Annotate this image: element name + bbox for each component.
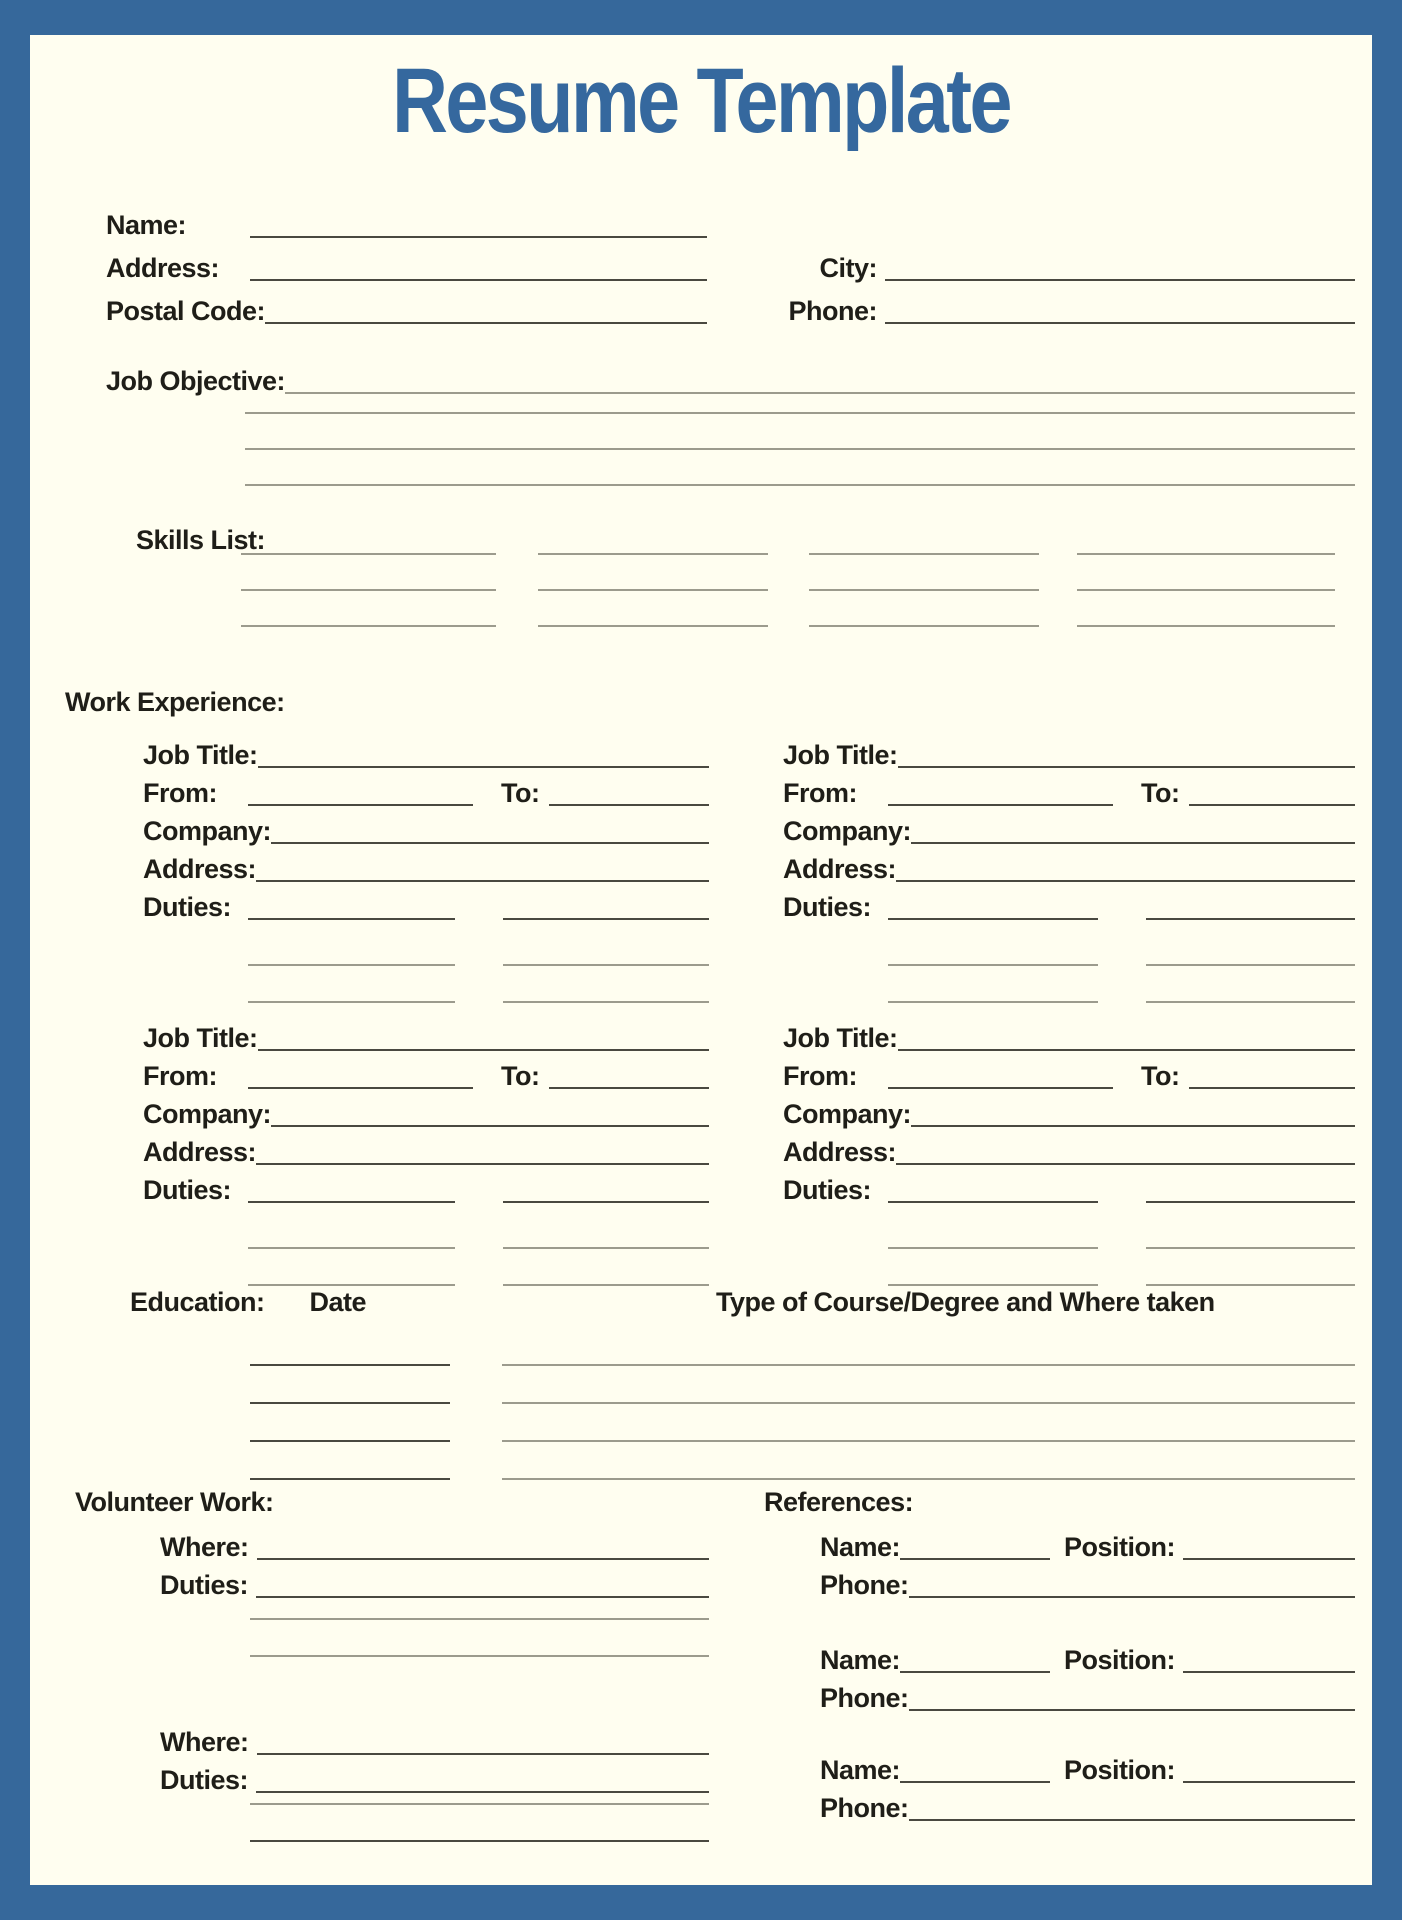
education-course-header: Type of Course/Degree and Where taken — [716, 1287, 1215, 1317]
duties-extra-row — [783, 969, 1355, 1006]
skills-line[interactable] — [241, 625, 496, 627]
duties-row — [143, 885, 709, 923]
education-course-line[interactable] — [502, 1402, 1355, 1404]
education-label: Education: — [130, 1287, 265, 1317]
company-row — [783, 1092, 1355, 1130]
duties-line[interactable] — [888, 1284, 1098, 1286]
work-entry — [783, 1016, 1355, 1289]
volunteer-work-label: Volunteer Work: — [75, 1487, 274, 1517]
city-line[interactable] — [885, 279, 1355, 281]
duties-line[interactable] — [248, 964, 455, 966]
volunteer-duties-line[interactable] — [250, 1655, 709, 1657]
reference-phone-row — [820, 1565, 1355, 1601]
duties-line[interactable] — [1146, 1201, 1356, 1203]
job-title-row — [143, 1016, 709, 1054]
duties-extra-row — [783, 1252, 1355, 1289]
volunteer-duties-row — [160, 1760, 709, 1796]
education-course-line[interactable] — [502, 1440, 1355, 1442]
duties-line[interactable] — [888, 964, 1098, 966]
reference-name-label: Name: — [820, 1644, 901, 1675]
city-label: City: — [819, 252, 877, 283]
company-row — [143, 1092, 709, 1130]
job-objective-row — [106, 361, 1355, 397]
education-date-header: Date — [309, 1287, 367, 1317]
education-date-line[interactable] — [250, 1402, 450, 1404]
volunteer-duties-line[interactable] — [250, 1803, 709, 1805]
from-to-row — [143, 771, 709, 809]
duties-line[interactable] — [1146, 1001, 1356, 1003]
skills-line[interactable] — [1077, 625, 1335, 627]
company-line[interactable] — [271, 1125, 709, 1127]
to-label: To: — [501, 777, 540, 808]
reference-phone-label: Phone: — [820, 1569, 909, 1600]
education-date-line[interactable] — [250, 1478, 450, 1480]
from-label: From: — [783, 1060, 857, 1091]
reference-phone-row — [820, 1678, 1355, 1714]
reference-name-row — [820, 1640, 1355, 1676]
volunteer-where-row — [160, 1722, 709, 1758]
from-to-row — [783, 771, 1355, 809]
company-label: Company: — [783, 815, 912, 846]
job-title-label: Job Title: — [143, 1022, 258, 1053]
duties-line[interactable] — [888, 1201, 1098, 1203]
education-row — [130, 1445, 1355, 1483]
company-line[interactable] — [911, 1125, 1355, 1127]
address-line[interactable] — [896, 1163, 1355, 1165]
duties-line[interactable] — [248, 1247, 455, 1249]
skills-line[interactable] — [809, 625, 1039, 627]
reference-phone-line[interactable] — [909, 1709, 1356, 1711]
reference-name-line[interactable] — [900, 1781, 1050, 1783]
education-section — [130, 1287, 1355, 1483]
skills-line[interactable] — [809, 553, 1039, 555]
job-objective-label: Job Objective: — [106, 365, 286, 396]
to-line[interactable] — [1189, 804, 1355, 806]
from-line[interactable] — [248, 804, 473, 806]
reference-phone-line[interactable] — [909, 1596, 1356, 1598]
duties-line[interactable] — [503, 1247, 710, 1249]
to-line[interactable] — [1189, 1087, 1355, 1089]
job-title-label: Job Title: — [783, 1022, 898, 1053]
duties-row — [783, 885, 1355, 923]
duties-extra-row — [143, 1215, 709, 1252]
phone-label: Phone: — [788, 295, 877, 326]
job-objective-line[interactable] — [245, 484, 1355, 486]
name-label: Name: — [106, 209, 187, 240]
to-line[interactable] — [549, 1087, 709, 1089]
from-label: From: — [143, 1060, 217, 1091]
from-to-row — [783, 1054, 1355, 1092]
reference-name-line[interactable] — [900, 1671, 1050, 1673]
reference-phone-label: Phone: — [820, 1792, 909, 1823]
from-to-row — [143, 1054, 709, 1092]
duties-extra-row — [143, 969, 709, 1006]
volunteer-duties-row — [160, 1565, 709, 1601]
address-label: Address: — [783, 1136, 897, 1167]
postal-code-line[interactable] — [265, 322, 707, 324]
volunteer-where-label: Where: — [160, 1726, 249, 1757]
postal-code-label: Postal Code: — [106, 295, 266, 326]
to-label: To: — [501, 1060, 540, 1091]
address-row — [143, 1130, 709, 1168]
duties-extra-row — [783, 932, 1355, 969]
work-experience-label: Work Experience: — [65, 687, 285, 717]
education-row — [130, 1331, 1355, 1369]
address-row — [783, 1130, 1355, 1168]
duties-line[interactable] — [888, 918, 1098, 920]
duties-line[interactable] — [1146, 918, 1356, 920]
to-line[interactable] — [549, 804, 709, 806]
education-header-row — [130, 1287, 1355, 1331]
duties-label: Duties: — [783, 891, 872, 922]
reference-position-label: Position: — [1064, 1754, 1176, 1785]
address-line[interactable] — [896, 880, 1355, 882]
company-row — [783, 809, 1355, 847]
reference-phone-row — [820, 1788, 1355, 1824]
from-label: From: — [783, 777, 857, 808]
duties-line[interactable] — [1146, 1247, 1356, 1249]
duties-line[interactable] — [248, 1001, 455, 1003]
page-title: Resume Template — [392, 50, 1010, 152]
duties-line[interactable] — [248, 1284, 455, 1286]
skills-line[interactable] — [538, 553, 768, 555]
address-row — [783, 847, 1355, 885]
volunteer-duties-line[interactable] — [250, 1618, 709, 1620]
job-objective-line[interactable] — [245, 448, 1355, 450]
volunteer-where-label: Where: — [160, 1531, 249, 1562]
address-label: Address: — [106, 252, 220, 283]
job-objective-line[interactable] — [245, 412, 1355, 414]
education-course-line[interactable] — [502, 1364, 1355, 1366]
from-line[interactable] — [888, 804, 1113, 806]
address-label: Address: — [143, 853, 257, 884]
education-row — [130, 1369, 1355, 1407]
job-title-row — [783, 733, 1355, 771]
paper-sheet — [30, 35, 1372, 1885]
volunteer-duties-line[interactable] — [256, 1596, 709, 1598]
company-label: Company: — [783, 1098, 912, 1129]
reference-phone-label: Phone: — [820, 1682, 909, 1713]
company-line[interactable] — [271, 842, 709, 844]
references-label: References: — [764, 1487, 914, 1517]
job-title-label: Job Title: — [783, 739, 898, 770]
reference-position-label: Position: — [1064, 1644, 1176, 1675]
skills-line[interactable] — [1077, 589, 1335, 591]
phone-line[interactable] — [885, 322, 1355, 324]
duties-extra-row — [143, 1252, 709, 1289]
to-label: To: — [1141, 1060, 1180, 1091]
job-objective-line[interactable] — [285, 392, 1355, 394]
duties-line[interactable] — [888, 1247, 1098, 1249]
education-date-line[interactable] — [250, 1364, 450, 1366]
duties-line[interactable] — [503, 1284, 710, 1286]
job-title-line[interactable] — [898, 1049, 1355, 1051]
company-line[interactable] — [911, 842, 1355, 844]
address-label: Address: — [143, 1136, 257, 1167]
duties-extra-row — [143, 932, 709, 969]
reference-name-label: Name: — [820, 1754, 901, 1785]
duties-line[interactable] — [503, 918, 710, 920]
name-line[interactable] — [250, 236, 707, 238]
duties-extra-row — [783, 1215, 1355, 1252]
duties-label: Duties: — [143, 1174, 232, 1205]
work-entry — [783, 733, 1355, 1006]
to-label: To: — [1141, 777, 1180, 808]
volunteer-duties-line[interactable] — [256, 1791, 709, 1793]
duties-label: Duties: — [783, 1174, 872, 1205]
skills-line[interactable] — [538, 589, 768, 591]
job-title-line[interactable] — [258, 1049, 709, 1051]
skills-line[interactable] — [241, 553, 496, 555]
duties-line[interactable] — [503, 1201, 710, 1203]
job-title-line[interactable] — [258, 766, 709, 768]
reference-name-row — [820, 1750, 1355, 1786]
duties-line[interactable] — [248, 918, 455, 920]
education-date-line[interactable] — [250, 1440, 450, 1442]
volunteer-where-line[interactable] — [257, 1558, 709, 1560]
skills-line[interactable] — [1077, 553, 1335, 555]
reference-position-line[interactable] — [1183, 1781, 1355, 1783]
skills-list-label: Skills List: — [136, 525, 266, 555]
job-title-label: Job Title: — [143, 739, 258, 770]
address-line[interactable] — [250, 279, 707, 281]
phone-row — [765, 291, 1355, 327]
from-line[interactable] — [248, 1087, 473, 1089]
duties-line[interactable] — [1146, 1284, 1356, 1286]
education-row — [130, 1407, 1355, 1445]
address-line[interactable] — [256, 880, 709, 882]
reference-name-label: Name: — [820, 1531, 901, 1562]
skills-line[interactable] — [809, 589, 1039, 591]
skills-line[interactable] — [241, 589, 496, 591]
reference-position-line[interactable] — [1183, 1558, 1355, 1560]
address-row — [143, 847, 709, 885]
company-label: Company: — [143, 815, 272, 846]
reference-position-line[interactable] — [1183, 1671, 1355, 1673]
duties-line[interactable] — [1146, 964, 1356, 966]
work-entry — [143, 733, 709, 1006]
from-label: From: — [143, 777, 217, 808]
address-row — [106, 248, 707, 284]
job-title-row — [143, 733, 709, 771]
job-title-row — [783, 1016, 1355, 1054]
duties-label: Duties: — [143, 891, 232, 922]
volunteer-duties-line[interactable] — [250, 1840, 709, 1842]
name-row — [106, 205, 707, 241]
reference-name-line[interactable] — [900, 1558, 1050, 1560]
duties-line[interactable] — [503, 1001, 710, 1003]
education-course-line[interactable] — [502, 1478, 1355, 1480]
duties-row — [143, 1168, 709, 1206]
duties-row — [783, 1168, 1355, 1206]
volunteer-duties-label: Duties: — [160, 1764, 249, 1795]
job-title-line[interactable] — [898, 766, 1355, 768]
from-line[interactable] — [888, 1087, 1113, 1089]
reference-phone-line[interactable] — [909, 1819, 1356, 1821]
address-line[interactable] — [256, 1163, 709, 1165]
duties-line[interactable] — [888, 1001, 1098, 1003]
duties-line[interactable] — [248, 1201, 455, 1203]
reference-name-row — [820, 1527, 1355, 1563]
reference-position-label: Position: — [1064, 1531, 1176, 1562]
volunteer-where-line[interactable] — [257, 1753, 709, 1755]
volunteer-where-row — [160, 1527, 709, 1563]
skills-line[interactable] — [538, 625, 768, 627]
city-row — [765, 248, 1355, 284]
work-entry — [143, 1016, 709, 1289]
volunteer-duties-label: Duties: — [160, 1569, 249, 1600]
company-label: Company: — [143, 1098, 272, 1129]
duties-line[interactable] — [503, 964, 710, 966]
company-row — [143, 809, 709, 847]
address-label: Address: — [783, 853, 897, 884]
postal-code-row — [106, 291, 707, 327]
